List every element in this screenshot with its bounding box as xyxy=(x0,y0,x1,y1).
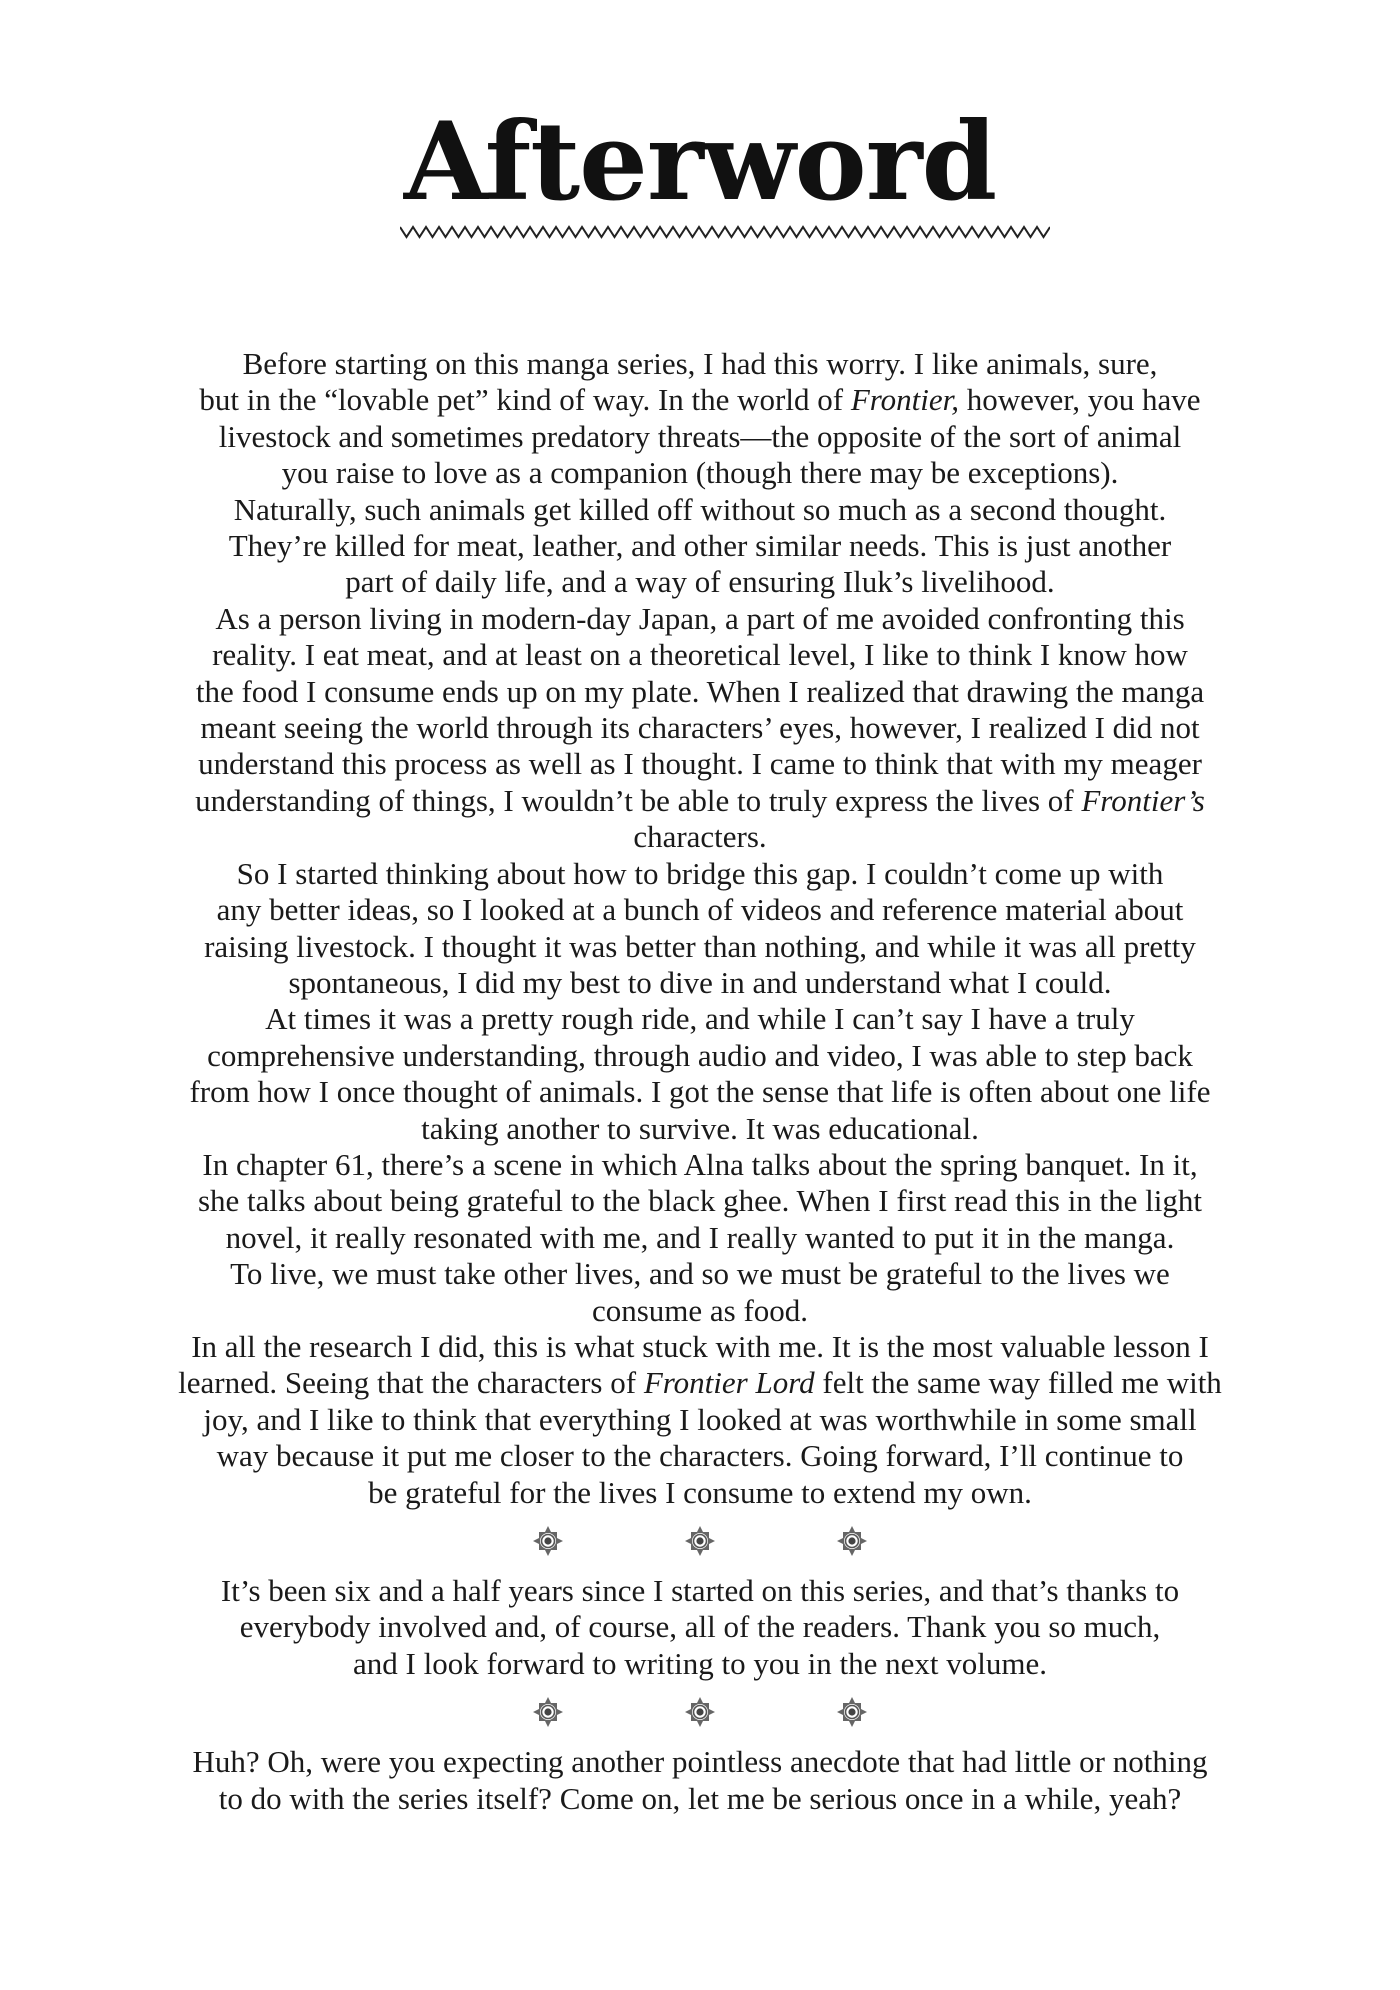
diamond-sun-icon xyxy=(683,1524,717,1558)
section-closing-joke xyxy=(140,1744,1260,1817)
text-fragment: learned. Seeing that the characters of xyxy=(178,1365,644,1401)
diamond-sun-icon xyxy=(683,1695,717,1729)
text-line: consume as food. xyxy=(591,1292,809,1328)
text-line: In chapter 61, there’s a scene in which Alna talks about the spring banquet. In it, xyxy=(202,1146,1198,1182)
text-line xyxy=(140,783,1260,819)
text-line xyxy=(140,1365,1260,1401)
text-line: livestock and sometimes predatory threats—the opposite of the sort of animal xyxy=(218,418,1182,454)
diamond-sun-icon xyxy=(835,1524,869,1558)
text-line: to do with the series itself? Come on, let me be serious once in a while, yeah? xyxy=(218,1780,1182,1816)
text-line: As a person living in modern-day Japan, a part of me avoided confronting this xyxy=(215,600,1185,636)
text-line: In all the research I did, this is what stuck with me. It is the most valuable lesson I xyxy=(191,1328,1209,1364)
text-line: comprehensive understanding, through audio and video, I was able to step back xyxy=(207,1037,1193,1073)
text-line: taking another to survive. It was educational. xyxy=(421,1110,979,1146)
italic-title: Frontier’s xyxy=(1081,782,1205,818)
text-line: meant seeing the world through its characters’ eyes, however, I realized I did not xyxy=(200,710,1200,746)
text-line: way because it put me closer to the characters. Going forward, I’ll continue to xyxy=(216,1438,1184,1474)
text-line: joy, and I like to think that everything I looked at was worthwhile in some small xyxy=(203,1401,1197,1437)
title-block xyxy=(0,99,1400,225)
diamond-sun-icon xyxy=(835,1695,869,1729)
italic-title: Frontier Lord xyxy=(643,1365,815,1401)
text-line: and I look forward to writing to you in the next volume. xyxy=(353,1645,1047,1681)
text-line: be grateful for the lives I consume to extend my own. xyxy=(368,1474,1032,1510)
text-line: Huh? Oh, were you expecting another pointless anecdote that had little or nothing xyxy=(192,1744,1208,1780)
text-fragment: felt the same way filled me with xyxy=(814,1365,1222,1401)
ornament-divider xyxy=(140,1694,1260,1730)
text-line: part of daily life, and a way of ensuring Iluk’s livelihood. xyxy=(345,564,1055,600)
text-line: you raise to love as a companion (though there may be exceptions). xyxy=(281,455,1119,491)
text-line: the food I consume ends up on my plate. When I realized that drawing the manga xyxy=(195,673,1205,709)
italic-title: Frontier, xyxy=(850,382,960,418)
text-line: from how I once thought of animals. I got the sense that life is often about one life xyxy=(189,1074,1211,1110)
diamond-sun-icon xyxy=(531,1524,565,1558)
text-line: any better ideas, so I looked at a bunch of videos and reference material about xyxy=(216,892,1184,928)
section-research xyxy=(140,346,1260,1511)
text-line xyxy=(140,382,1260,418)
zigzag-divider xyxy=(400,224,1050,240)
text-line: They’re killed for meat, leather, and other similar needs. This is just another xyxy=(228,528,1172,564)
text-line: raising livestock. I thought it was better than nothing, and while it was all pretty xyxy=(204,928,1196,964)
text-line: At times it was a pretty rough ride, and while I can’t say I have a truly xyxy=(265,1001,1135,1037)
text-line: Naturally, such animals get killed off without so much as a second thought. xyxy=(233,491,1167,527)
page-title: Afterword xyxy=(403,99,997,225)
text-line: spontaneous, I did my best to dive in and understand what I could. xyxy=(288,964,1112,1000)
text-fragment: understanding of things, I wouldn’t be able to truly express the lives of xyxy=(195,782,1082,818)
text-line: understand this process as well as I thought. I came to think that with my meager xyxy=(198,746,1202,782)
ornament-divider xyxy=(140,1523,1260,1559)
text-line: Before starting on this manga series, I had this worry. I like animals, sure, xyxy=(242,346,1158,381)
text-line: To live, we must take other lives, and so we must be grateful to the lives we xyxy=(230,1256,1170,1292)
text-line: It’s been six and a half years since I started on this series, and that’s thanks to xyxy=(220,1573,1180,1608)
text-line: she talks about being grateful to the black ghee. When I first read this in the light xyxy=(197,1183,1203,1219)
text-line: reality. I eat meat, and at least on a theoretical level, I like to think I know how xyxy=(212,637,1188,673)
section-thanks xyxy=(140,1573,1260,1682)
text-fragment: but in the “lovable pet” kind of way. In the world of xyxy=(199,382,851,418)
text-line: novel, it really resonated with me, and I really wanted to put it in the manga. xyxy=(225,1219,1175,1255)
text-line: characters. xyxy=(633,819,767,855)
body-text xyxy=(140,346,1260,1817)
text-line: So I started thinking about how to bridge this gap. I couldn’t come up with xyxy=(236,855,1164,891)
text-line: everybody involved and, of course, all of the readers. Thank you so much, xyxy=(239,1609,1161,1645)
text-fragment: however, you have xyxy=(959,382,1201,418)
diamond-sun-icon xyxy=(531,1695,565,1729)
